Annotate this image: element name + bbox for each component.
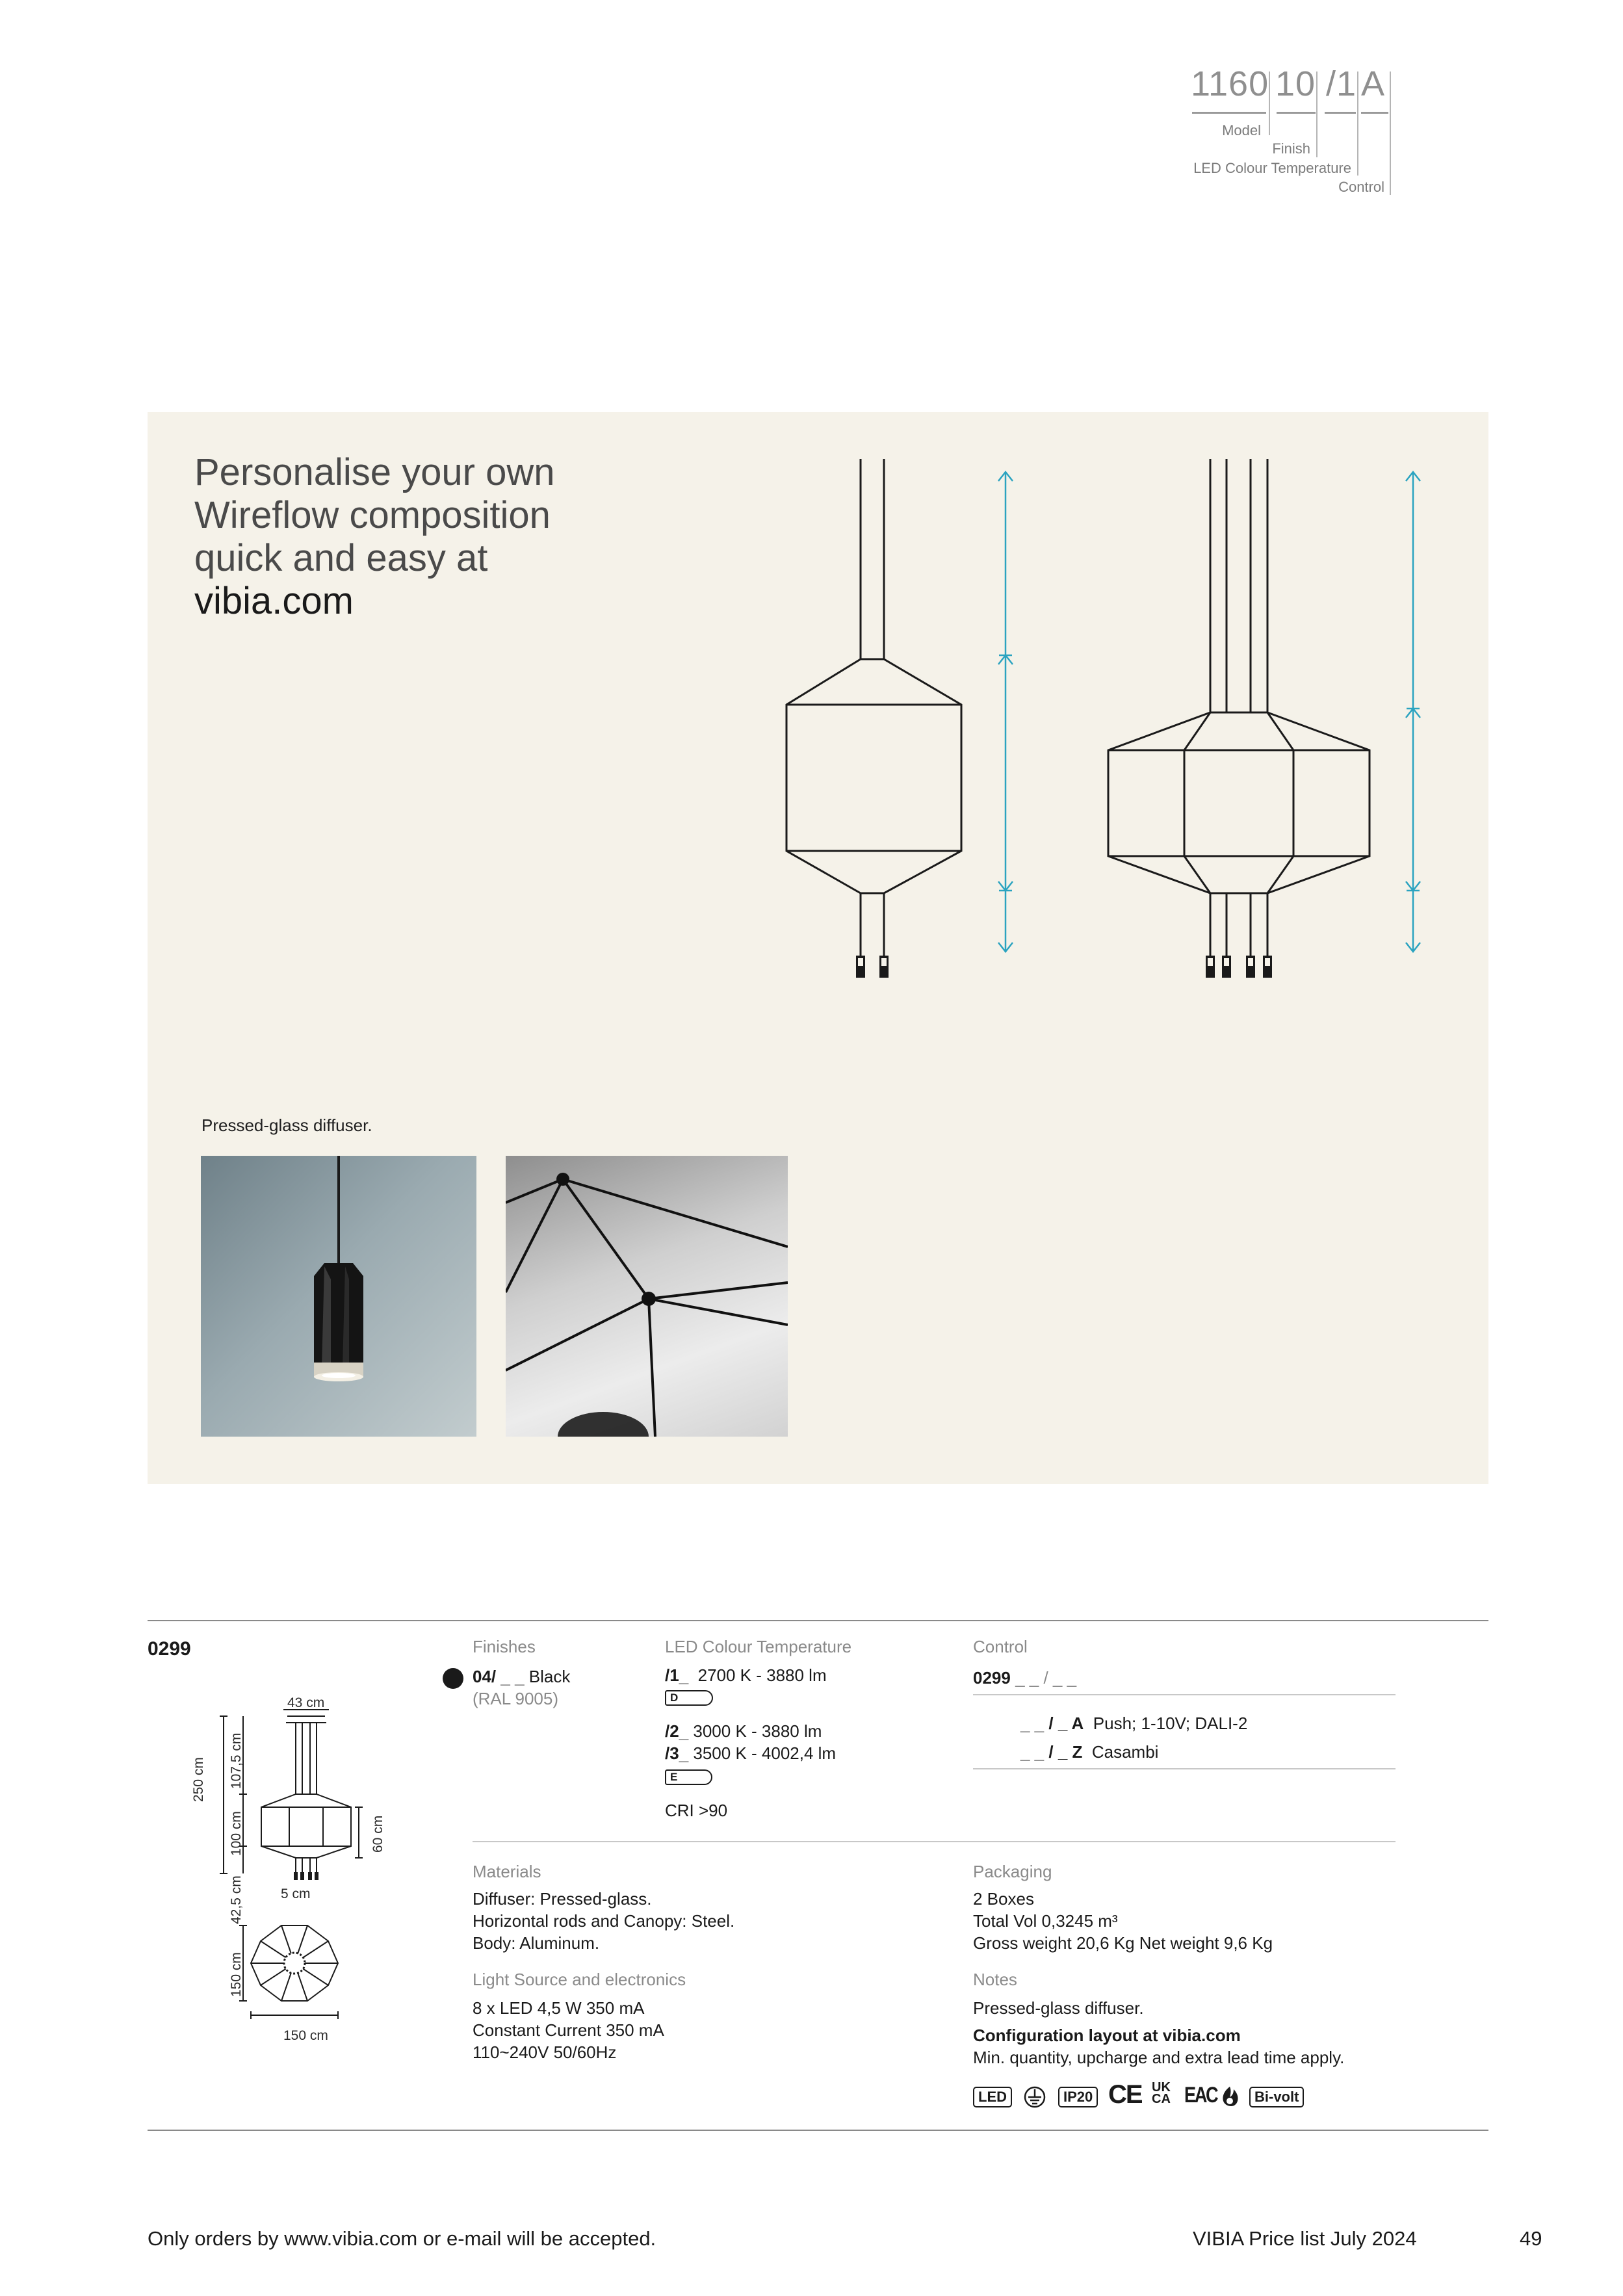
- code-label-control: Control: [1338, 179, 1384, 195]
- cert-bivolt: Bi-volt: [1249, 2087, 1304, 2107]
- code-temp: /1: [1326, 64, 1357, 103]
- ce-mark-icon: CE: [1108, 2080, 1142, 2109]
- control-code: [973, 1667, 1076, 1689]
- product-code: 0299: [148, 1638, 191, 1660]
- code-label-model: Model: [1222, 122, 1261, 138]
- dim-middle: 100 cm: [229, 1811, 244, 1856]
- energy-class-d-label: D: [665, 1690, 713, 1706]
- control-code-ph: _ _ /: [1015, 1668, 1048, 1688]
- energy-class-e: [665, 1769, 712, 1785]
- dim-body-height: 60 cm: [370, 1815, 385, 1853]
- dim-light-spacing: 5 cm: [281, 1886, 311, 1901]
- control-option-z[interactable]: [1020, 1741, 1158, 1763]
- finish-name: Black: [528, 1667, 571, 1686]
- control-z-desc: Casambi: [1091, 1742, 1159, 1762]
- page-number: 49: [1520, 2227, 1542, 2250]
- lamp-drawing: [148, 412, 1488, 997]
- led-ph-1: _: [679, 1665, 689, 1685]
- packaging-title: Packaging: [973, 1862, 1052, 1881]
- led-value-3: 3500 K - 4002,4 lm: [693, 1743, 837, 1763]
- code-control: A: [1361, 64, 1386, 103]
- promo-panel: [148, 412, 1488, 1484]
- packaging-line-3: Gross weight 20,6 Kg Net weight 9,6 Kg: [973, 1933, 1273, 1953]
- packaging-line-2: Total Vol 0,3245 m³: [973, 1911, 1118, 1931]
- cert-led: LED: [973, 2087, 1012, 2107]
- promo-line-2: Wireflow composition: [194, 494, 551, 536]
- photo-wireframe: [506, 1156, 788, 1437]
- class-ii-ground-icon: [1022, 2085, 1048, 2109]
- promo-link[interactable]: vibia.com: [194, 580, 354, 622]
- control-option-a[interactable]: [1020, 1712, 1247, 1734]
- light-source-line-1: 8 x LED 4,5 W 350 mA: [473, 1998, 645, 2018]
- control-a-code: / _ A: [1048, 1714, 1084, 1733]
- materials-title: Materials: [473, 1862, 541, 1881]
- code-label-temp: LED Colour Temperature: [1193, 160, 1351, 176]
- dim-lower: 42,5 cm: [229, 1875, 244, 1924]
- footer-left: Only orders by www.vibia.com or e-mail will be accepted.: [148, 2227, 656, 2250]
- notes-line-3: Min. quantity, upcharge and extra lead time apply.: [973, 2048, 1345, 2067]
- control-a-ph: _ _: [1020, 1714, 1045, 1733]
- finishes-title: Finishes: [473, 1637, 536, 1656]
- finish-ral: (RAL 9005): [473, 1689, 558, 1708]
- led-ph-3: _: [679, 1743, 689, 1763]
- promo-line-3: quick and easy at: [194, 537, 488, 579]
- light-source-title: Light Source and electronics: [473, 1970, 686, 1989]
- dim-total-height: 250 cm: [191, 1757, 206, 1802]
- control-code-ph2: _ _: [1052, 1668, 1077, 1688]
- materials-line-1: Diffuser: Pressed-glass.: [473, 1889, 652, 1909]
- cert-ip20: IP20: [1058, 2087, 1098, 2107]
- photo-pendant: [201, 1156, 476, 1437]
- control-z-code: / _ Z: [1048, 1742, 1083, 1762]
- flammability-icon: [1219, 2085, 1240, 2107]
- notes-line-1: Pressed-glass diffuser.: [973, 1998, 1144, 2018]
- led-code-2: /2: [665, 1721, 679, 1741]
- energy-class-d: [665, 1690, 713, 1706]
- control-a-desc: Push; 1-10V; DALI-2: [1093, 1714, 1248, 1733]
- ukca-mark-icon: [1152, 2081, 1171, 2105]
- finish-placeholder: _ _: [500, 1667, 525, 1686]
- led-code-1: /1: [665, 1665, 679, 1685]
- finish-swatch-black[interactable]: [443, 1668, 463, 1689]
- control-title: Control: [973, 1637, 1028, 1656]
- control-z-ph: _ _: [1020, 1742, 1045, 1762]
- cri: CRI >90: [665, 1801, 728, 1820]
- code-label-finish: Finish: [1272, 140, 1310, 157]
- product-dimension-drawing: [188, 1690, 403, 2054]
- dim-plan-depth: 150 cm: [229, 1952, 244, 1997]
- control-code-value: 0299: [973, 1668, 1011, 1688]
- led-title: LED Colour Temperature: [665, 1637, 852, 1656]
- dim-plan-width: 150 cm: [283, 2028, 328, 2043]
- light-source-line-2: Constant Current 350 mA: [473, 2020, 664, 2040]
- footer-right: VIBIA Price list July 2024: [1193, 2227, 1417, 2250]
- led-ph-2: _: [679, 1721, 689, 1741]
- code-finish: 10: [1275, 64, 1316, 103]
- materials-line-3: Body: Aluminum.: [473, 1933, 600, 1953]
- led-row-1: [665, 1664, 827, 1686]
- led-code-3: /3: [665, 1743, 679, 1763]
- eac-mark-icon: EAC: [1184, 2083, 1217, 2107]
- promo-line-1: Personalise your own: [194, 451, 555, 493]
- led-value-2: 3000 K - 3880 lm: [693, 1721, 822, 1741]
- notes-title: Notes: [973, 1970, 1017, 1989]
- finish-code: 04/: [473, 1667, 497, 1686]
- led-row-2: [665, 1720, 822, 1742]
- led-row-3: [665, 1742, 836, 1764]
- materials-line-2: Horizontal rods and Canopy: Steel.: [473, 1911, 735, 1931]
- energy-class-e-label: E: [665, 1769, 712, 1785]
- notes-config-link[interactable]: Configuration layout at vibia.com: [973, 2026, 1241, 2045]
- packaging-line-1: 2 Boxes: [973, 1889, 1034, 1909]
- led-value-1: 2700 K - 3880 lm: [697, 1665, 827, 1685]
- photo-caption: Pressed-glass diffuser.: [201, 1115, 372, 1135]
- finish-row: [473, 1665, 570, 1688]
- dim-upper: 107,5 cm: [229, 1732, 244, 1789]
- ukca-bottom: CA: [1152, 2092, 1171, 2106]
- dim-top-width: 43 cm: [287, 1695, 325, 1710]
- light-source-line-3: 110~240V 50/60Hz: [473, 2042, 617, 2062]
- code-model: 1160: [1191, 64, 1269, 103]
- ukca-top: UK: [1152, 2080, 1171, 2094]
